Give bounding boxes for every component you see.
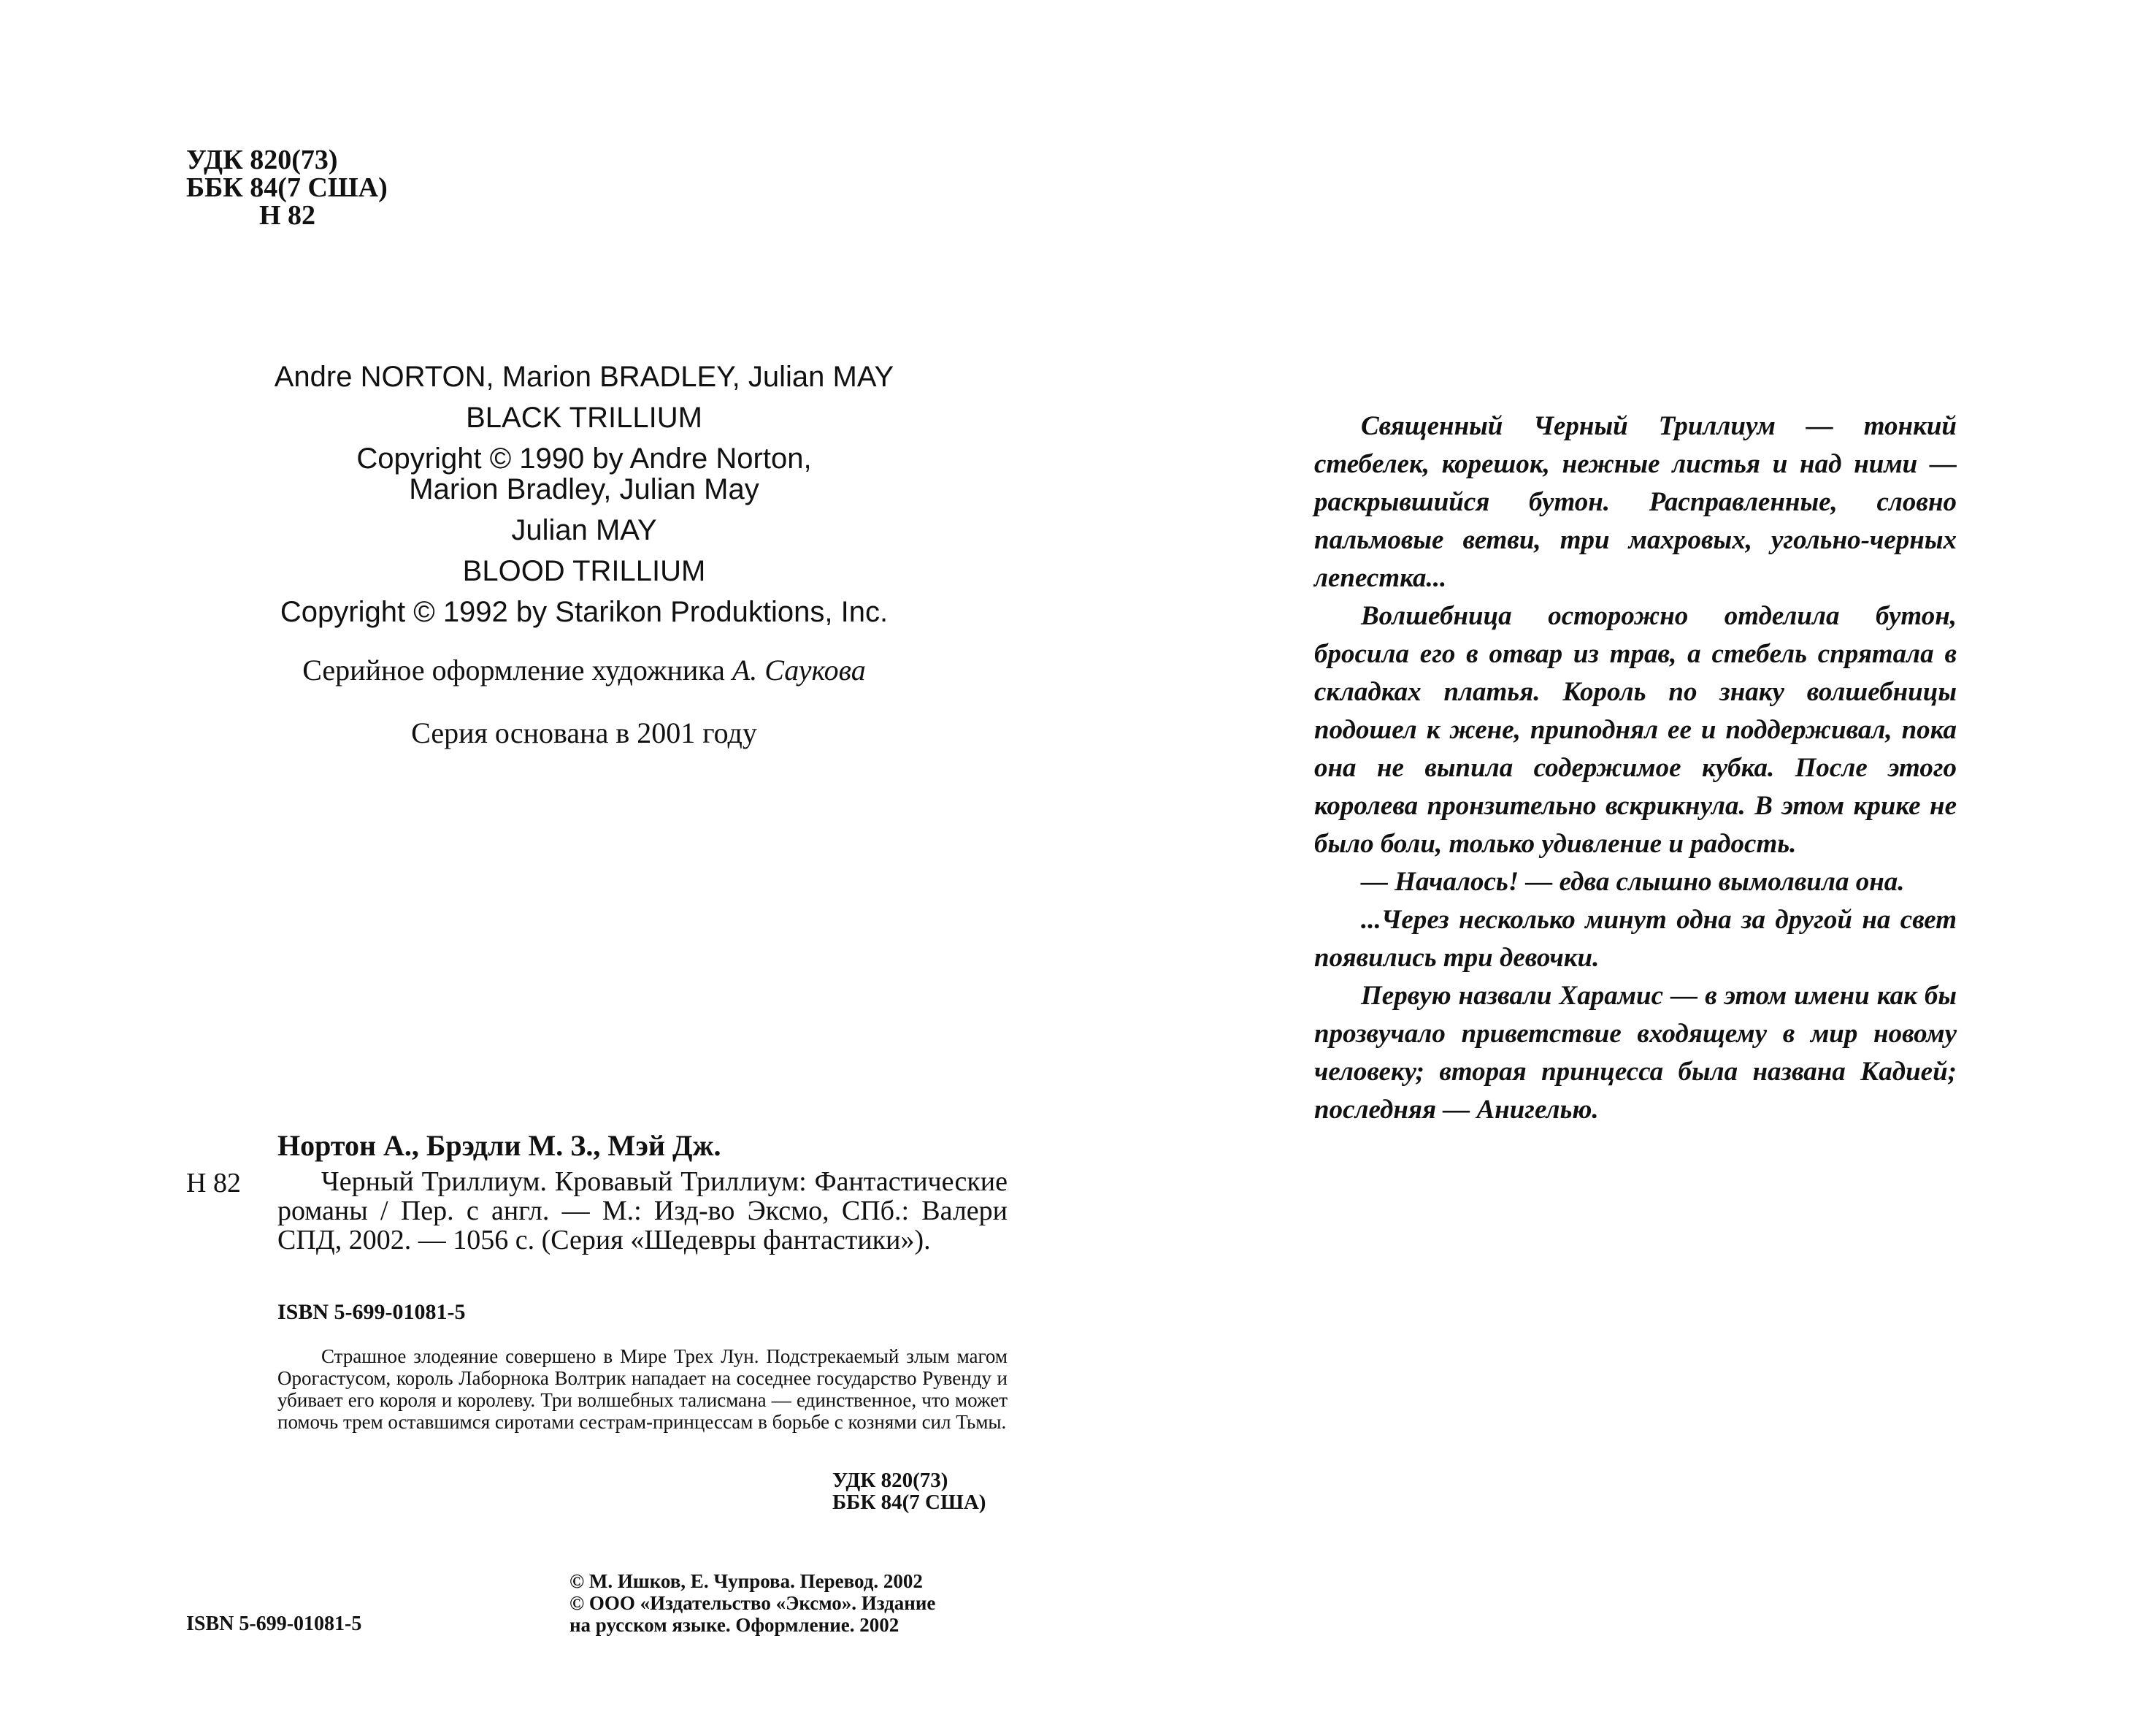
- footer-isbn: ISBN 5-699-01081-5: [186, 1613, 362, 1635]
- title-black-trillium: BLACK TRILLIUM: [466, 402, 702, 434]
- catalog-annotation: Страшное злодеяние совершено в Мире Трех Лун. Подстрекаемый злым магом Орогастусом, король Лаборнока Волтрик нападает на соседнее государство Рувенду и убивает его короля и королеву. Три волшебных талисмана — единственное, что может помочь трем оставшимся сиротами сестрам-принцессам в борьбе с кознями сил Тьмы.: [277, 1345, 1008, 1433]
- copyright-1992: Copyright © 1992 by Starikon Produktions, Inc.: [280, 596, 889, 628]
- copyright-1990-line2: Marion Bradley, Julian May: [409, 473, 759, 505]
- original-credits: [248, 362, 920, 749]
- designer-name: А. Саукова: [732, 654, 866, 686]
- catalog-authors: Нортон А., Брэдли М. З., Мэй Дж.: [277, 1129, 721, 1162]
- catalog-bbk: ББК 84(7 США): [832, 1491, 986, 1514]
- excerpt-paragraph: Первую назвали Харамис — в этом имени как бы прозвучало приветствие входящему в мир новому человеку; вторая принцесса была названа Кадией; последняя — Анигелью.: [1314, 981, 1957, 1125]
- catalog-isbn: ISBN 5-699-01081-5: [277, 1300, 466, 1324]
- catalog-description: Черный Триллиум. Кровавый Триллиум: Фантастические романы / Пер. с англ. — М.: Изд-во Эксмо, СПб.: Валери СПД, 2002. — 1056 с. (Серия «Шедевры фантастики»).: [277, 1166, 1008, 1255]
- author-julian-may: Julian MAY: [511, 514, 657, 546]
- series-designer: [248, 655, 920, 686]
- author-mark: Н 82: [259, 200, 316, 231]
- bbk-code: ББК 84(7 США): [186, 172, 388, 203]
- copyright-translation: © М. Ишков, Е. Чупрова. Перевод. 2002: [569, 1570, 923, 1592]
- excerpt-paragraph: Священный Черный Триллиум — тонкий стебелек, корешок, нежные листья и над ними — раскрывшийся бутон. Расправленные, словно пальмовые ветви, три махровых, угольно-черных лепестка...: [1314, 411, 1957, 593]
- udk-code: УДК 820(73): [186, 145, 338, 175]
- excerpt-paragraph: Волшебница осторожно отделила бутон, бросила его в отвар из трав, а стебель спрятала в складках платья. Король по знаку волшебницы подошел к жене, приподнял ее и поддерживал, пока она не выпила содержимое кубка. После этого королева пронзительно вскрикнула. В этом крике не было боли, только удивление и радость.: [1314, 601, 1957, 859]
- title-blood-trillium: BLOOD TRILLIUM: [462, 555, 706, 587]
- designer-prefix: Серийное оформление художника: [302, 654, 725, 686]
- series-founded: Серия основана в 2001 году: [411, 716, 757, 749]
- excerpt-paragraph: ...Через несколько минут одна за другой на свет появились три девочки.: [1314, 905, 1957, 973]
- copyright-publisher-line1: © ООО «Издательство «Эксмо». Издание: [569, 1592, 936, 1614]
- authors-en: Andre NORTON, Marion BRADLEY, Julian MAY: [274, 361, 894, 393]
- classification-codes: [186, 146, 388, 229]
- catalog-codes: [832, 1469, 986, 1513]
- excerpt-paragraph: — Началось! — едва слышно вымолвила она.: [1361, 867, 1905, 897]
- copyright-1990-line1: Copyright © 1990 by Andre Norton,: [356, 443, 812, 475]
- book-excerpt: [1314, 408, 1957, 1129]
- catalog-author-mark: Н 82: [186, 1168, 241, 1198]
- catalog-udk: УДК 820(73): [832, 1469, 948, 1492]
- footer-copyrights: [569, 1570, 935, 1636]
- copyright-publisher-line2: на русском языке. Оформление. 2002: [569, 1614, 899, 1636]
